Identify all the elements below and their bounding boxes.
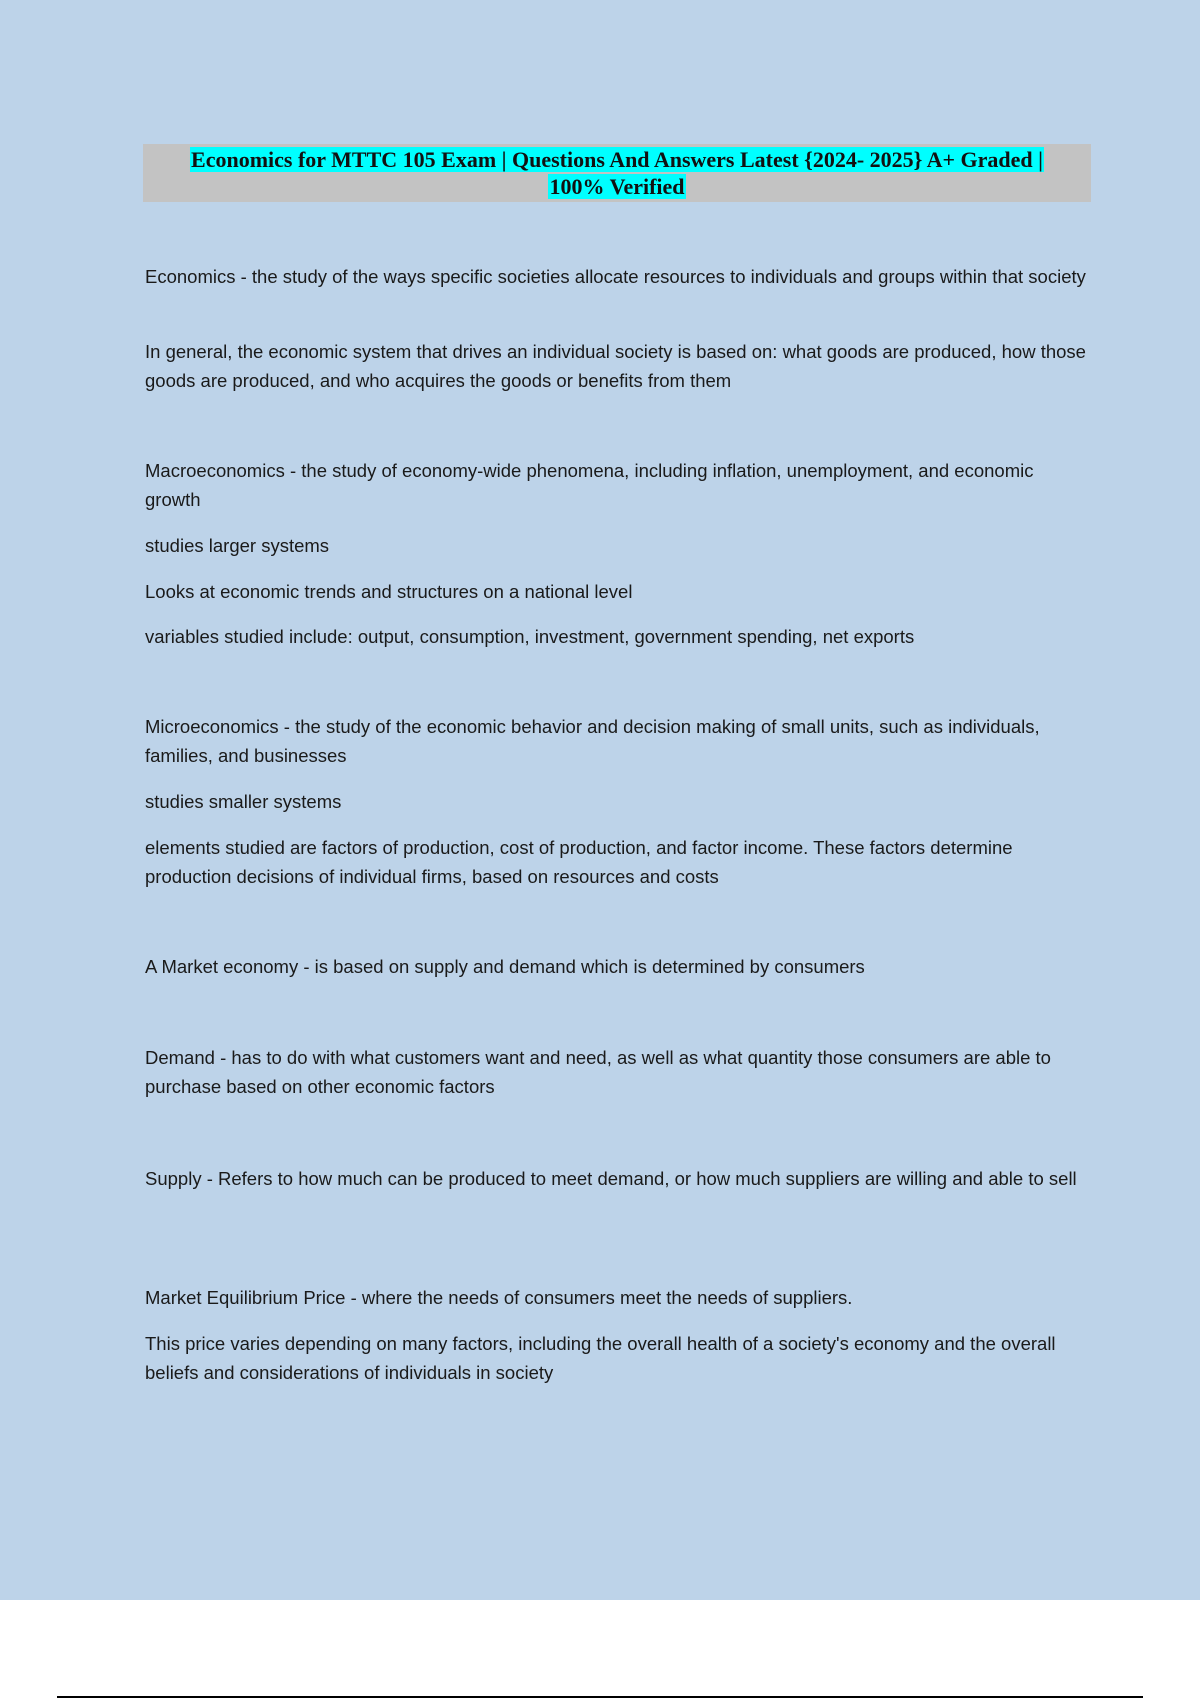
paragraph-price-factors: This price varies depending on many factors, including the overall health of a society's economy and the overall beliefs and considerations of individuals in society xyxy=(145,1333,1056,1383)
title-line-2: 100% Verified xyxy=(549,174,685,199)
document-title xyxy=(143,144,1091,202)
paragraph-macroeconomics-definition: Macroeconomics - the study of economy-wide phenomena, including inflation, unemployment, and economic growth xyxy=(145,460,1034,510)
title-line-1: Economics for MTTC 105 Exam | Questions And Answers Latest {2024- 2025} A+ Graded | xyxy=(191,147,1043,172)
paragraph-supply: Supply - Refers to how much can be produced to meet demand, or how much suppliers are willing and able to sell xyxy=(145,1168,1077,1189)
paragraph-smaller-systems: studies smaller systems xyxy=(145,791,342,812)
paragraph-economic-system: In general, the economic system that drives an individual society is based on: what goods are produced, how those goods are produced, and who acquires the goods or benefits from them xyxy=(145,341,1086,391)
paragraph-national-trends: Looks at economic trends and structures on a national level xyxy=(145,581,633,602)
footer-rule xyxy=(57,1696,1143,1698)
paragraph-macro-variables: variables studied include: output, consumption, investment, government spending, net exports xyxy=(145,626,915,647)
paragraph-economics-definition: Economics - the study of the ways specific societies allocate resources to individuals and groups within that society xyxy=(145,266,1086,287)
paragraph-equilibrium-price: Market Equilibrium Price - where the needs of consumers meet the needs of suppliers. xyxy=(145,1287,853,1308)
paragraph-larger-systems: studies larger systems xyxy=(145,535,330,556)
paragraph-microeconomics-definition: Microeconomics - the study of the economic behavior and decision making of small units, such as individuals, families, and businesses xyxy=(145,716,1040,766)
paragraph-market-economy: A Market economy - is based on supply and demand which is determined by consumers xyxy=(145,956,865,977)
paragraph-demand: Demand - has to do with what customers want and need, as well as what quantity those consumers are able to purchase based on other economic factors xyxy=(145,1047,1051,1097)
paragraph-micro-elements: elements studied are factors of production, cost of production, and factor income. These factors determine production decisions of individual firms, based on resources and costs xyxy=(145,837,1013,887)
